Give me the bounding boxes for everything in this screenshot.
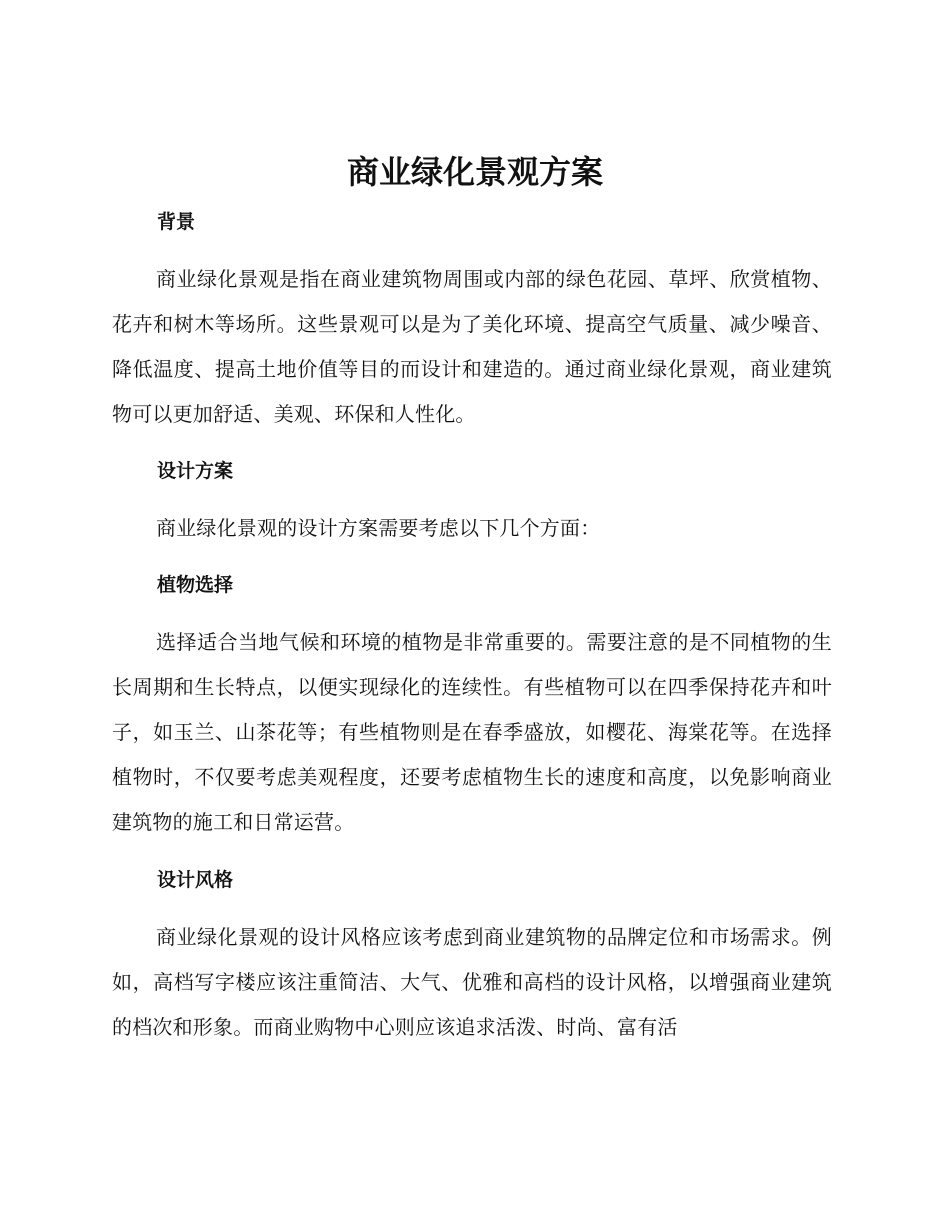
section-heading-design-plan: 设计方案 <box>157 460 234 482</box>
section-paragraph-design-plan: 商业绿化景观的设计方案需要考虑以下几个方面： <box>156 516 601 540</box>
section-heading-design-style: 设计风格 <box>157 869 234 891</box>
section-paragraph-background: 商业绿化景观是指在商业建筑物周围或内部的绿色花园、草坪、欣赏植物、花卉和树木等场所。这些景观可以是为了美化环境、提高空气质量、减少噪音、降低温度、提高土地价值等目的而设计和建造的。通过商业绿化景观，商业建筑物可以更加舒适、美观、环保和人性化。 <box>112 267 832 426</box>
document-title: 商业绿化景观方案 <box>346 153 603 191</box>
section-heading-plant-selection: 植物选择 <box>157 574 234 596</box>
section-paragraph-design-style: 商业绿化景观的设计风格应该考虑到商业建筑物的品牌定位和市场需求。例如，高档写字楼应该注重简洁、大气、优雅和高档的设计风格，以增强商业建筑的档次和形象。而商业购物中心则应该追求活泼、时尚、富有活 <box>112 925 832 1039</box>
section-paragraph-plant-selection: 选择适合当地气候和环境的植物是非常重要的。需要注意的是不同植物的生长周期和生长特点，以便实现绿化的连续性。有些植物可以在四季保持花卉和叶子，如玉兰、山茶花等；有些植物则是在春季盛放，如樱花、海棠花等。在选择植物时，不仅要考虑美观程度，还要考虑植物生长的速度和高度，以免影响商业建筑物的施工和日常运营。 <box>112 630 832 834</box>
section-heading-background: 背景 <box>157 211 196 233</box>
